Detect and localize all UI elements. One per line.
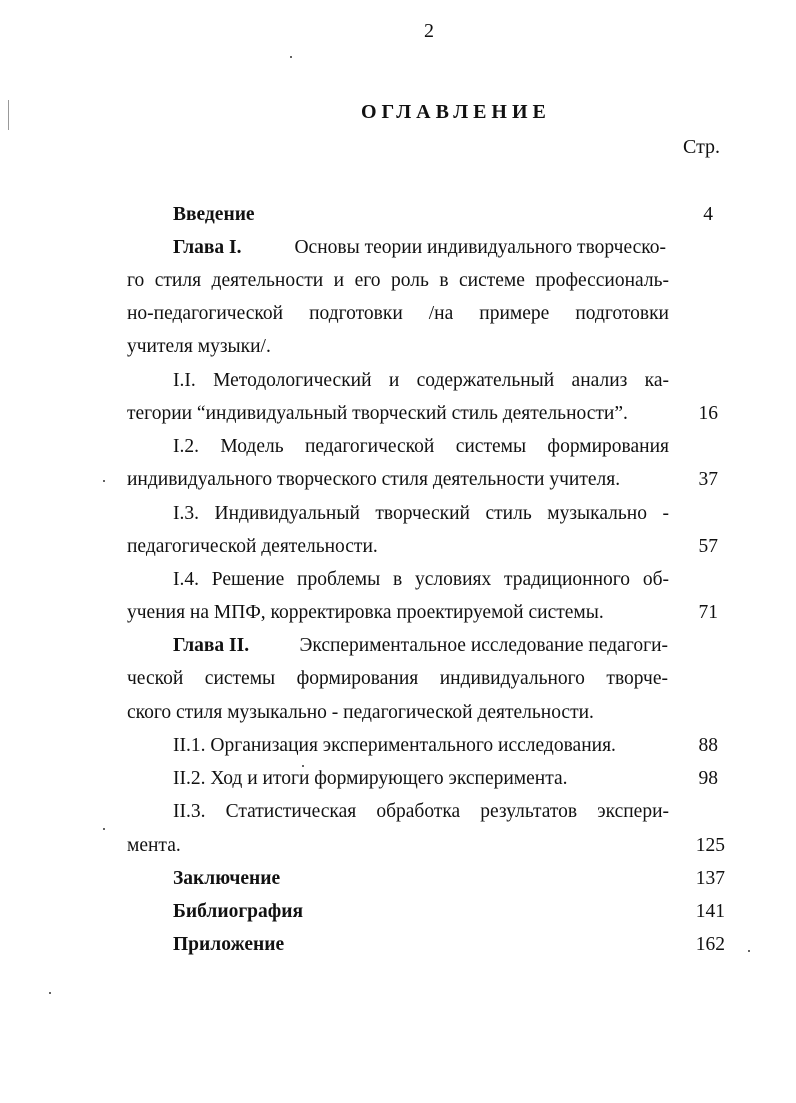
- chapter-label: Глава II.: [173, 635, 250, 656]
- toc-page-number: 162: [695, 934, 725, 955]
- toc-entry-label: Приложение: [173, 934, 285, 955]
- page-number: 2: [424, 20, 434, 42]
- toc-page-number: 137: [695, 868, 725, 889]
- toc-entry-label: Библиография: [173, 901, 304, 922]
- toc-line: но-педагогической подготовки /на примере подготовки: [127, 303, 669, 324]
- toc-line: I.4. Решение проблемы в условиях традиционного об-: [173, 569, 669, 590]
- toc-line: индивидуального творческого стиля деятельности учителя.: [127, 469, 621, 490]
- toc-page-number: 71: [698, 602, 718, 623]
- scan-speck: [302, 765, 304, 767]
- toc-line: тегории “индивидуальный творческий стиль деятельности”.: [127, 403, 628, 424]
- toc-page-number: 16: [698, 403, 718, 424]
- toc-line: педагогической деятельности.: [127, 536, 378, 557]
- toc-page-number: 88: [698, 735, 718, 756]
- scan-speck: [103, 828, 105, 830]
- chapter-title-part: Основы теории индивидуального творческо-: [294, 237, 666, 258]
- toc-page-number: 98: [698, 768, 718, 789]
- toc-line: ского стиля музыкально - педагогической деятельности.: [127, 702, 594, 723]
- toc-line: [173, 237, 666, 259]
- toc-page-number: 141: [695, 901, 725, 922]
- toc-page-number: 37: [698, 469, 718, 490]
- toc-line: учителя музыки/.: [127, 336, 271, 357]
- scan-speck: [103, 480, 105, 482]
- toc-line: II.2. Ход и итоги формирующего эксперимента.: [173, 768, 568, 789]
- toc-line: II.1. Организация экспериментального исследования.: [173, 735, 616, 756]
- toc-line: [173, 635, 668, 657]
- page-title: ОГЛАВЛЕНИЕ: [361, 101, 551, 123]
- scan-speck: [748, 950, 750, 952]
- toc-line: го стиля деятельности и его роль в системе профессиональ-: [127, 270, 669, 291]
- toc-entry-label: Заключение: [173, 868, 281, 889]
- toc-line: учения на МПФ, корректировка проектируемой системы.: [127, 602, 604, 623]
- chapter-label: Глава I.: [173, 237, 242, 258]
- toc-entry-label: Введение: [173, 204, 255, 225]
- scan-speck: [49, 992, 51, 994]
- toc-line: I.2. Модель педагогической системы формирования: [173, 436, 669, 457]
- toc-line: I.3. Индивидуальный творческий стиль музыкально -: [173, 503, 669, 524]
- page-column-label: Стр.: [683, 136, 721, 158]
- toc-line: II.3. Статистическая обработка результатов экспери-: [173, 801, 669, 822]
- chapter-title-part: Экспериментальное исследование педагоги-: [299, 635, 668, 656]
- toc-line: мента.: [127, 835, 181, 856]
- scan-edge-mark: [8, 100, 9, 130]
- toc-page-number: 57: [698, 536, 718, 557]
- toc-page-number: 4: [703, 204, 713, 225]
- toc-line: I.I. Методологический и содержательный анализ ка-: [173, 370, 669, 391]
- toc-line: ческой системы формирования индивидуального творче-: [127, 668, 668, 689]
- scan-speck: [290, 56, 292, 58]
- toc-page-number: 125: [695, 835, 725, 856]
